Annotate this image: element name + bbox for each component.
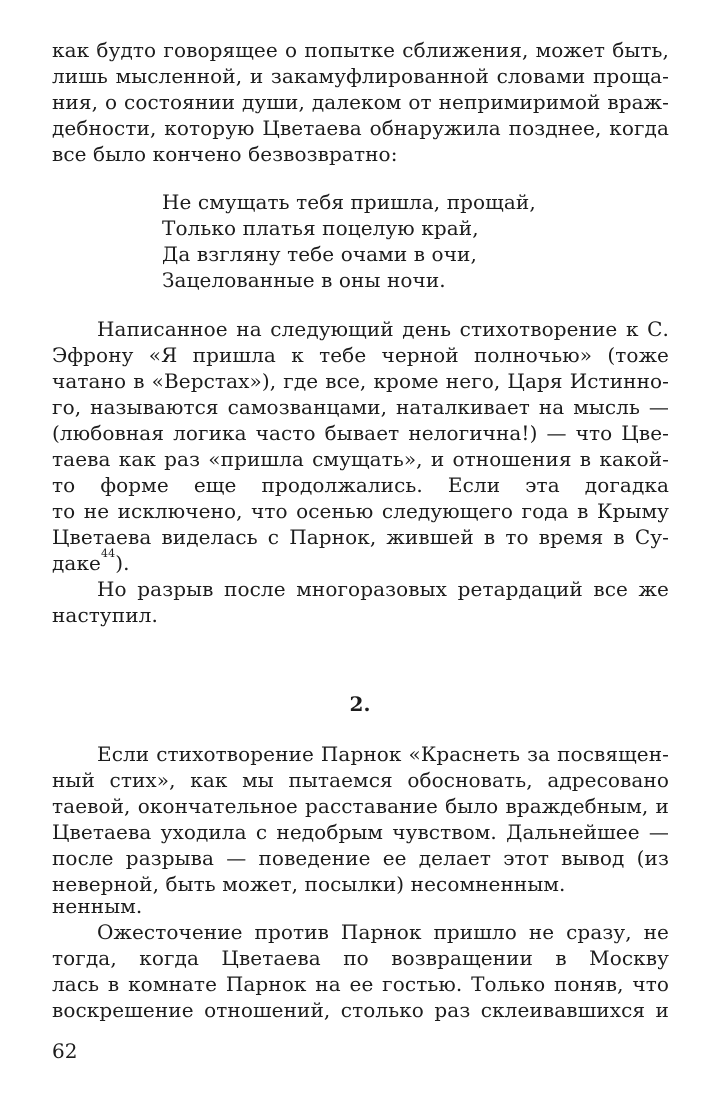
text-line: [52, 547, 130, 576]
text-line: после разрыва — поведение ее делает этот вывод (из: [52, 846, 669, 870]
text-line: лась в комнате Парнок на ее гостью. Только поняв, что: [52, 972, 669, 996]
poem-line: Не смущать тебя пришла, прощай,: [162, 190, 536, 214]
text-line: таевой, окончательное расставание было враждебным, и: [52, 794, 669, 818]
text-line: ния, о состоянии души, далеком от непримиримой враж-: [52, 90, 669, 114]
text-line: Цветаева уходила с недобрым чувством. Дальнейшее —: [52, 820, 669, 844]
text-line: Но разрыв после многоразовых ретардаций все же: [97, 577, 669, 601]
text-line: Если стихотворение Парнок «Краснеть за посвящен-: [97, 742, 669, 766]
poem-line: Да взгляну тебе очами в очи,: [162, 242, 477, 266]
page-number: 62: [52, 1039, 78, 1063]
text-line: Написанное на следующий день стихотворение к С.: [97, 317, 669, 341]
footnote-marker: 44: [100, 547, 116, 560]
text-line: (любовная логика часто бывает нелогична!) — что Цве-: [52, 421, 669, 445]
text-line: Ожесточение против Парнок пришло не сразу, не: [97, 920, 669, 944]
text-line: ненным.: [52, 894, 143, 918]
poem-line: Только платья поцелую край,: [162, 216, 479, 240]
text-line: ный стих», как мы пытаемся обосновать, адресовано: [52, 768, 669, 792]
poem-line: Зацелованные в оны ночи.: [162, 268, 446, 292]
text-line: все было кончено безвозвратно:: [52, 142, 398, 166]
text-line: Эфрону «Я пришла к тебе черной полночью» (тоже: [52, 343, 669, 367]
text-fragment: ).: [115, 551, 130, 575]
text-line: наступил.: [52, 603, 158, 627]
text-line: неверной, быть может, посылки) несомненным.: [52, 872, 566, 896]
section-heading: 2.: [349, 692, 371, 716]
text-line: то форме еще продолжались. Если эта догадка: [52, 473, 669, 497]
text-line: как будто говорящее о попытке сближения, может быть,: [52, 38, 669, 62]
text-line: таева как раз «пришла смущать», и отношения в какой-: [52, 447, 669, 471]
text-line: воскрешение отношений, столько раз склеивавшихся и: [52, 998, 669, 1022]
text-line: го, называются самозванцами, наталкивает на мысль —: [52, 395, 669, 419]
text-line: лишь мысленной, и закамуфлированной словами проща-: [52, 64, 669, 88]
text-line: тогда, когда Цветаева по возвращении в Москву: [52, 946, 669, 970]
text-fragment: даке: [52, 551, 101, 575]
text-line: дебности, которую Цветаева обнаружила позднее, когда: [52, 116, 669, 140]
text-line: Цветаева виделась с Парнок, жившей в то время в Су-: [52, 525, 669, 549]
text-line: то не исключено, что осенью следующего года в Крыму: [52, 499, 669, 523]
text-line: чатано в «Верстах»), где все, кроме него, Царя Истинно-: [52, 369, 669, 393]
